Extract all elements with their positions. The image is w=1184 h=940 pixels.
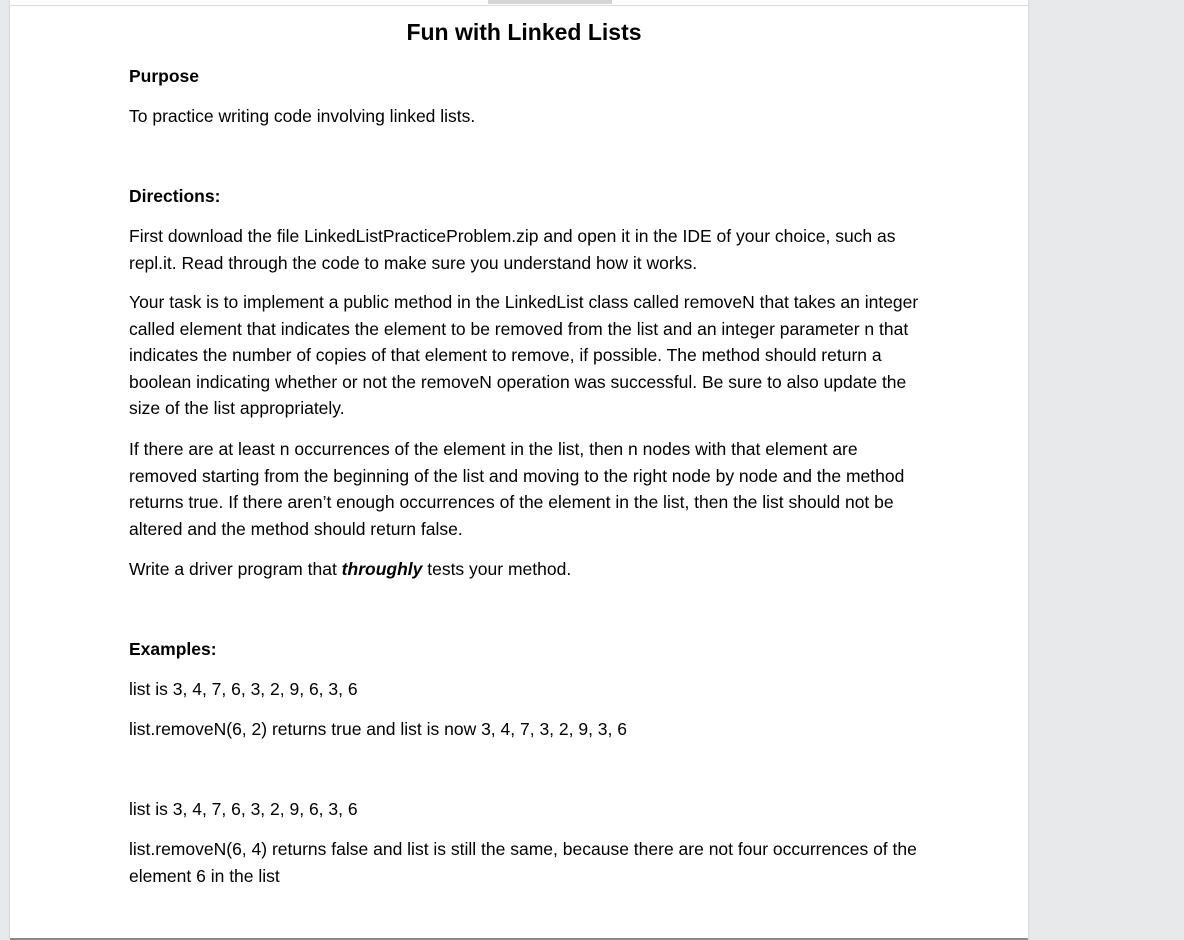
directions-paragraph-4 <box>129 556 919 583</box>
purpose-heading: Purpose <box>129 66 200 86</box>
paragraph-4-start: Write a driver program that <box>129 559 342 579</box>
example-2-list: list is 3, 4, 7, 6, 3, 2, 9, 6, 3, 6 <box>129 799 358 819</box>
document-page <box>10 0 1028 940</box>
example-1-list: list is 3, 4, 7, 6, 3, 2, 9, 6, 3, 6 <box>129 679 358 699</box>
paragraph-4-end: tests your method. <box>422 559 572 579</box>
directions-heading: Directions: <box>129 186 221 206</box>
example-2-result: list.removeN(6, 4) returns false and list is still the same, because there are not four occurrences of the element 6 in the list <box>129 839 917 886</box>
directions-paragraph-3: If there are at least n occurrences of the element in the list, then n nodes with that element are removed starting from the beginning of the list and moving to the right node by node and the method returns true. If there aren’t enough occurrences of the element in the list, then the list should not be altered and the method should return false. <box>129 439 905 539</box>
purpose-text: To practice writing code involving linked lists. <box>129 106 476 126</box>
document-title: Fun with Linked Lists <box>406 19 642 45</box>
example-1-result: list.removeN(6, 2) returns true and list is now 3, 4, 7, 3, 2, 9, 3, 6 <box>129 719 627 739</box>
examples-heading: Examples: <box>129 639 217 659</box>
directions-paragraph-1: First download the file LinkedListPracticeProblem.zip and open it in the IDE of your choice, such as repl.it. Read through the code to make sure you understand how it works. <box>129 226 896 273</box>
directions-paragraph-2: Your task is to implement a public method in the LinkedList class called removeN that takes an integer called element that indicates the element to be removed from the list and an integer parameter n that indicates the number of copies of that element to remove, if possible. The method should return a boolean indicating whether or not the removeN operation was successful. Be sure to also update the size of the list appropriately. <box>129 292 919 418</box>
emphasis-throughly: throughly <box>341 559 423 579</box>
page-top-border <box>10 5 1028 6</box>
previous-page-edge <box>488 0 612 4</box>
